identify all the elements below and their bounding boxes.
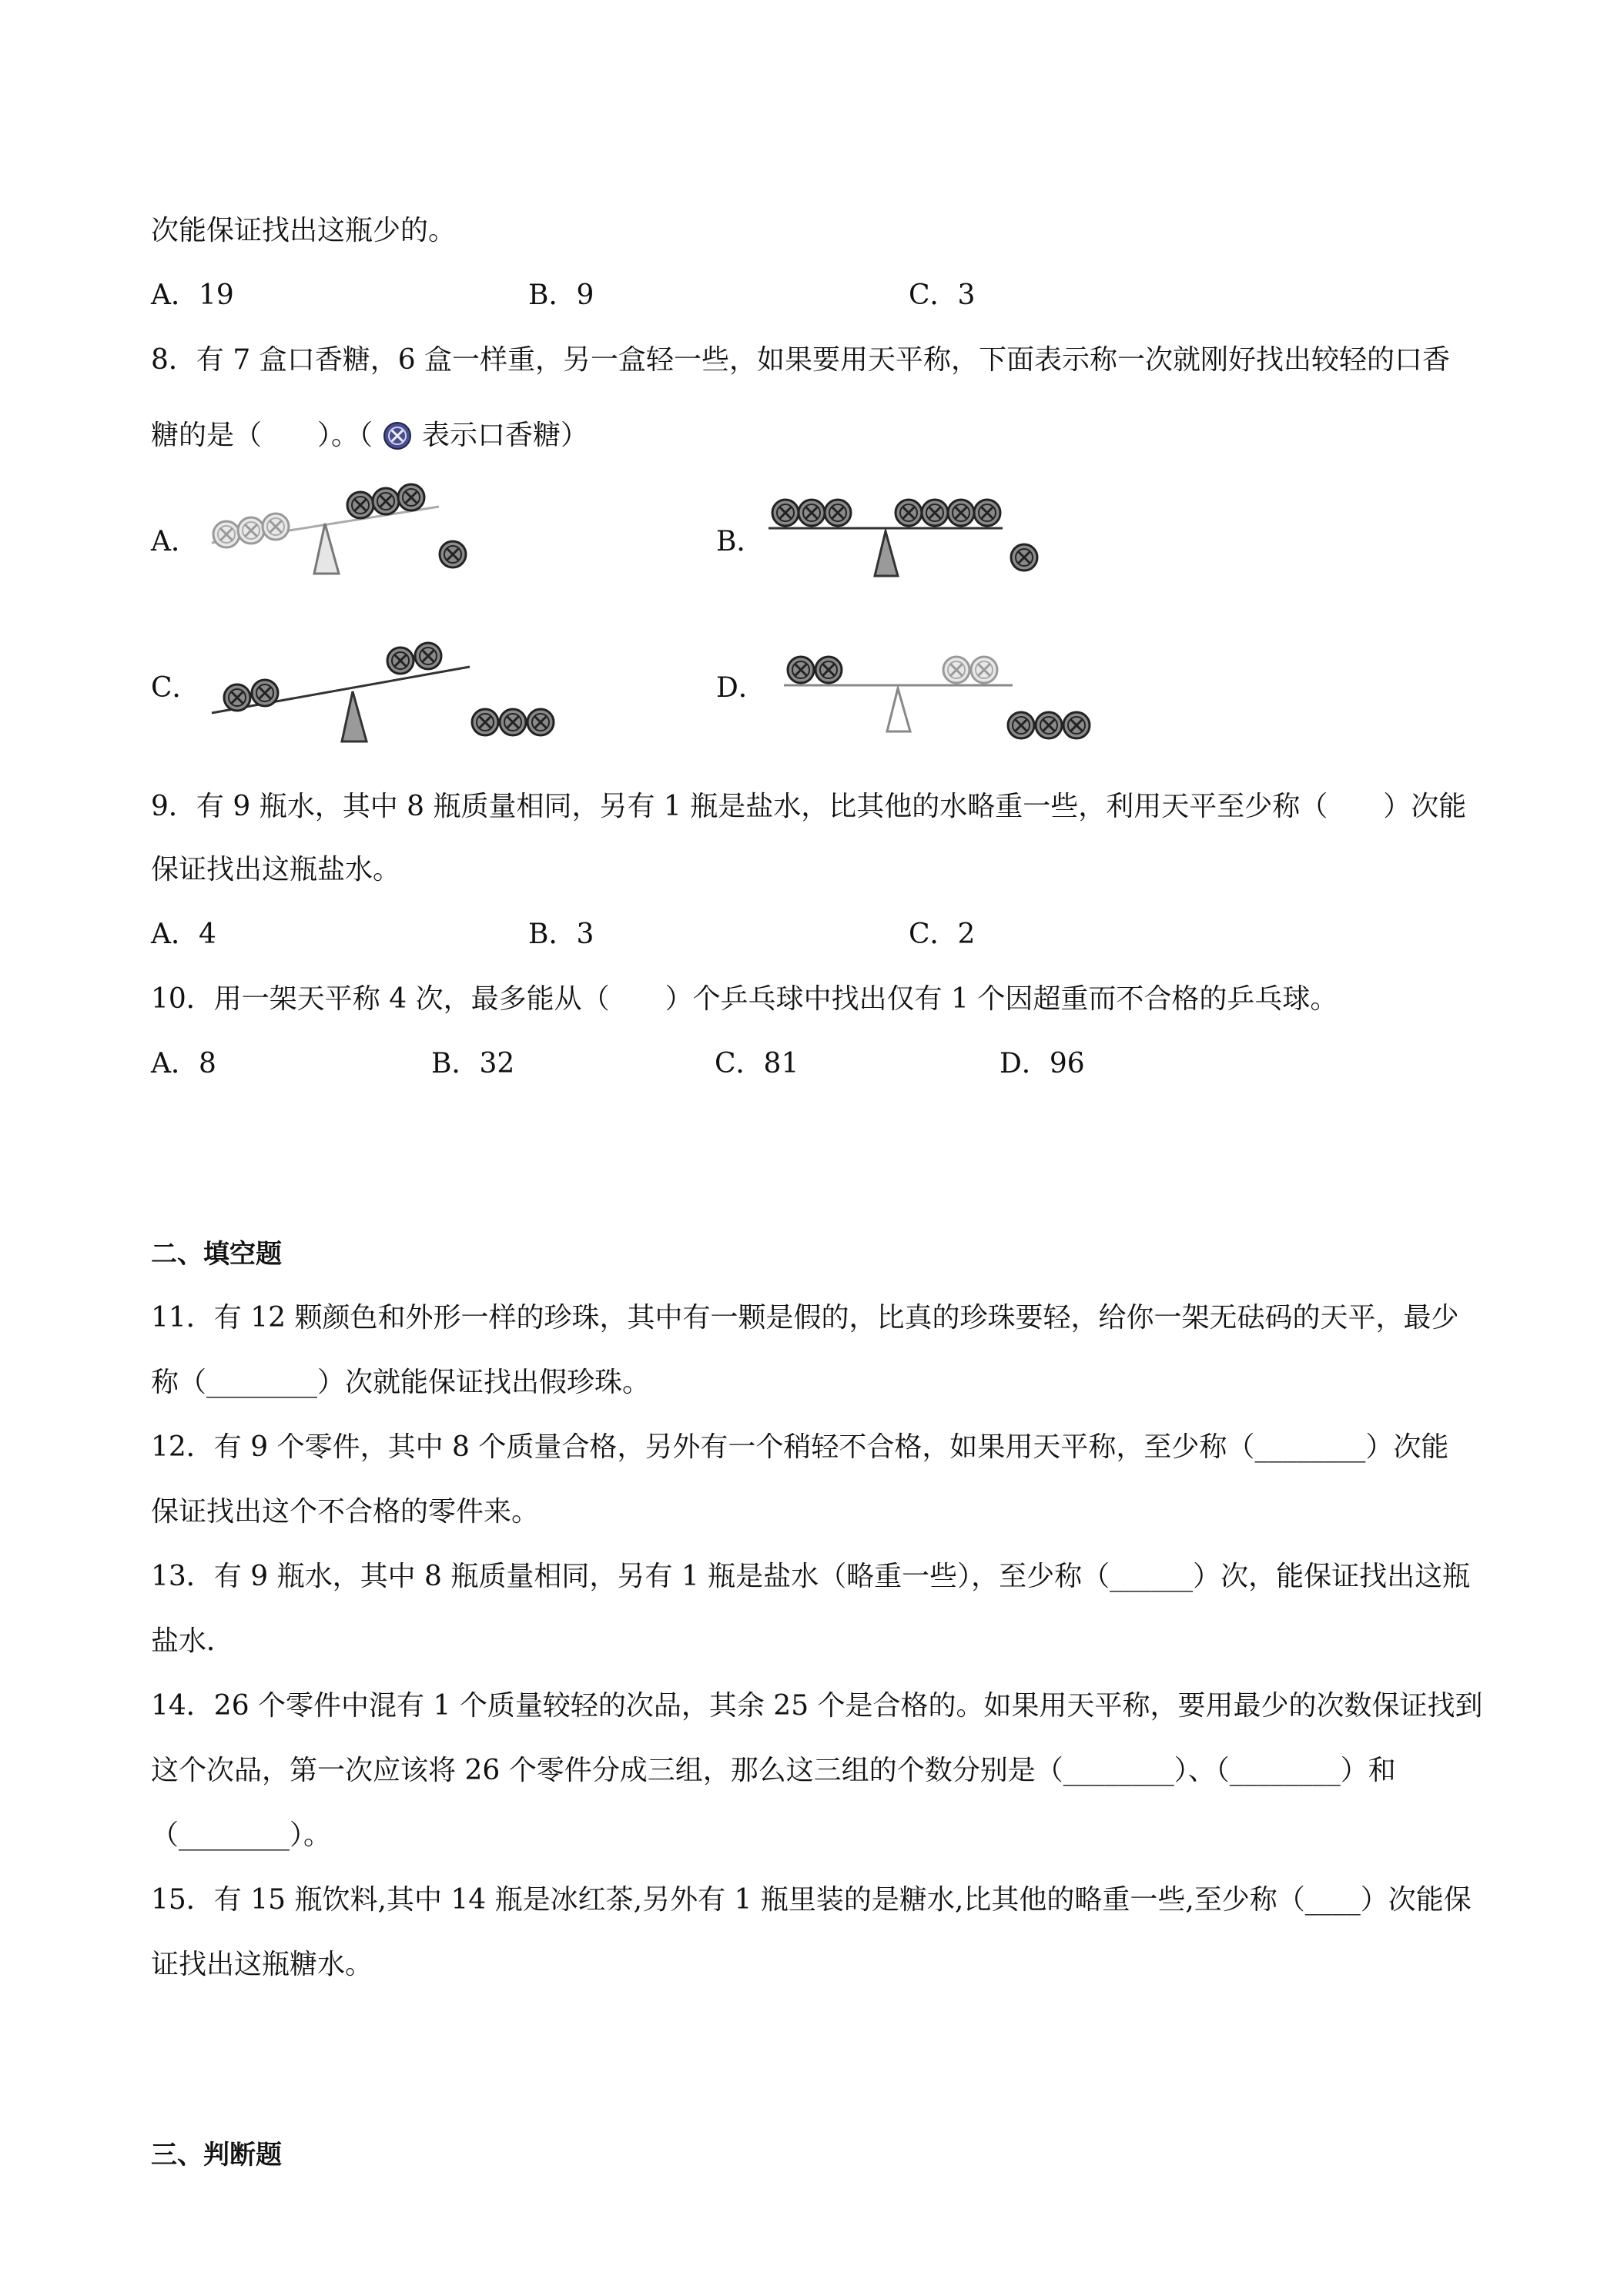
q10-option-a[interactable]: A．8 [151,1048,216,1079]
balance-figure-c [208,622,585,753]
q7-option-b[interactable]: B．9 [528,279,594,311]
q10-option-c[interactable]: C．81 [715,1048,799,1079]
q12-stem-line2: 保证找出这个不合格的零件来。 [151,1496,540,1528]
q10-option-d[interactable]: D．96 [1000,1048,1085,1079]
q8-option-c-label[interactable]: C． [151,672,200,704]
q10-option-b[interactable]: B．32 [431,1048,515,1079]
q11-stem-line1: 11．有 12 颗颜色和外形一样的珍珠，其中有一颗是假的，比真的珍珠要轻，给你一架无砝码的天平，最少 [151,1302,1459,1334]
q7-option-c[interactable]: C．3 [909,279,976,311]
q11-stem-line2: 称（________）次就能保证找出假珍珠。 [151,1367,651,1398]
q13-stem-line2: 盐水． [151,1625,235,1657]
q9-option-c[interactable]: C．2 [909,919,976,950]
q8-option-d-label[interactable]: D． [716,672,766,704]
balance-figure-d [778,631,1117,755]
q14-stem-line2: 这个次品，第一次应该将 26 个零件分成三组，那么这三组的个数分别是（________）、（________）和 [151,1755,1396,1786]
q7-continuation: 次能保证找出这瓶少的。 [151,215,457,246]
q8-stem-line2b: 表示口香糖） [422,420,589,451]
balance-figure-a [208,470,501,585]
q15-stem-line2: 证找出这瓶糖水。 [151,1949,373,1980]
gum-icon [380,419,414,453]
q9-option-a[interactable]: A．4 [151,919,216,950]
q9-stem-line1: 9．有 9 瓶水，其中 8 瓶质量相同，另有 1 瓶是盐水，比其他的水略重一些，利用天平至少称（ ）次能 [151,791,1467,822]
q8-option-a-label[interactable]: A． [151,526,199,557]
q8-option-b-label[interactable]: B． [716,526,765,557]
q12-stem-line1: 12．有 9 个零件，其中 8 个质量合格，另外有一个稍轻不合格，如果用天平称，至少称（________）次能 [151,1431,1449,1463]
q9-stem-line2: 保证找出这瓶盐水。 [151,854,401,885]
section-2-title: 二、填空题 [151,1239,282,1270]
q10-stem: 10．用一架天平称 4 次，最多能从（ ）个乒乓球中找出仅有 1 个因超重而不合格的乒乓球。 [151,983,1338,1015]
q14-stem-line3: （________）。 [151,1819,332,1851]
q13-stem-line1: 13．有 9 瓶水，其中 8 瓶质量相同，另有 1 瓶是盐水（略重一些），至少称（______）次，能保证找出这瓶 [151,1561,1471,1592]
q9-option-b[interactable]: B．3 [528,919,594,950]
q8-stem-line1: 8．有 7 盒口香糖，6 盒一样重，另一盒轻一些，如果要用天平称，下面表示称一次就刚好找出较轻的口香 [151,344,1451,376]
q7-option-a[interactable]: A．19 [151,279,234,311]
section-3-title: 三、判断题 [151,2140,282,2170]
q15-stem-line1: 15．有 15 瓶饮料,其中 14 瓶是冰红茶,另外有 1 瓶里装的是糖水,比其他的略重一些,至少称（____）次能保 [151,1884,1472,1916]
q8-stem-line2a: 糖的是（ ）。（ [151,420,373,451]
balance-figure-b [762,477,1063,593]
q14-stem-line1: 14．26 个零件中混有 1 个质量较轻的次品，其余 25 个是合格的。如果用天平称，要用最少的次数保证找到 [151,1690,1483,1722]
